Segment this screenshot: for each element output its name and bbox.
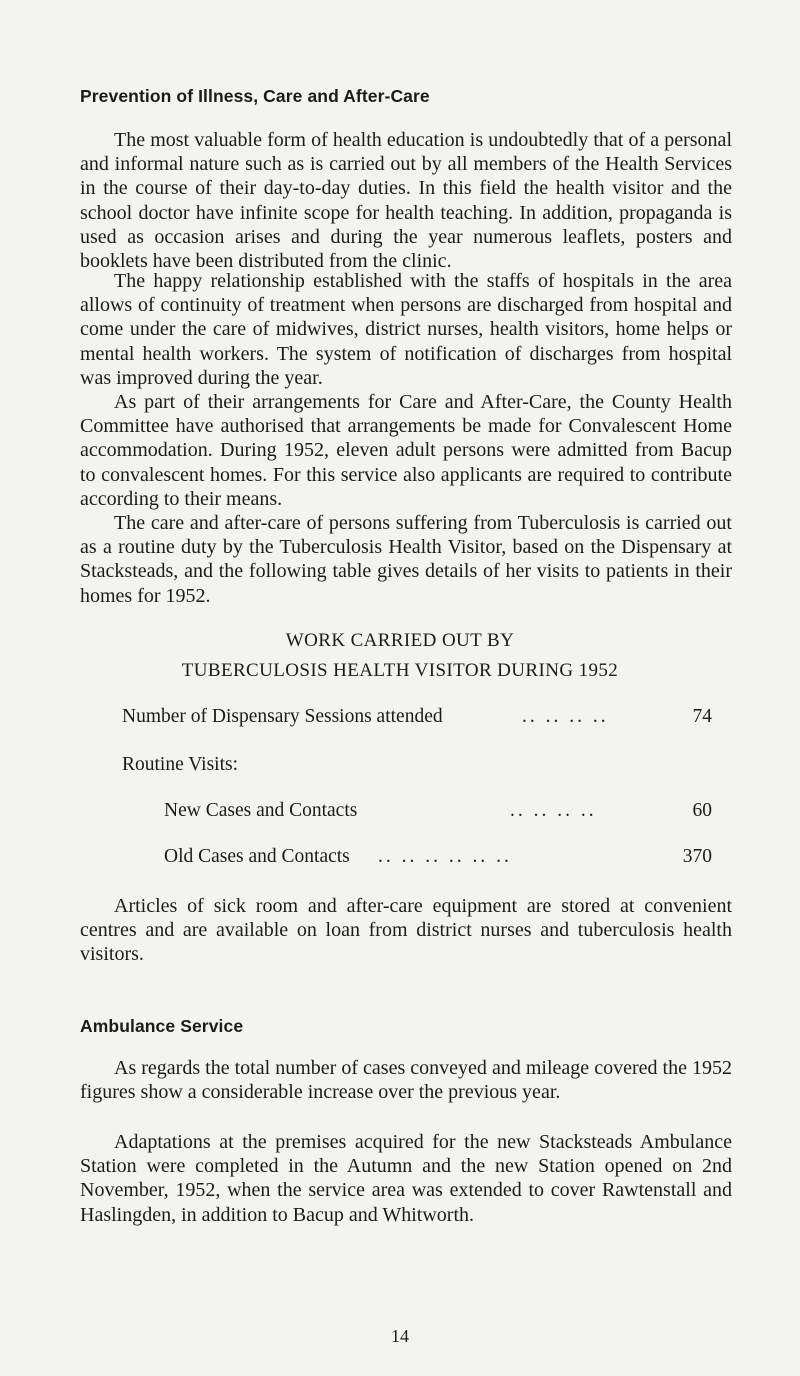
table-row-sessions [122,706,712,728]
section-heading: Prevention of Illness, Care and After-Care [80,86,430,106]
table-row-old-cases [164,846,712,868]
new-cases-label: New Cases and Contacts [164,800,358,821]
dot-leader: .. .. .. .. .. .. [378,846,512,867]
paragraph-tuberculosis-care: The care and after-care of persons suffering from Tuberculosis is carried out as a routine duty by the Tuberculosis Health Visitor, based on the Dispensary at Stacksteads, and the following table gives details of her visits to patients in their homes for 1952. [80,512,732,607]
old-cases-value: 370 [682,846,712,867]
dot-leader: .. .. .. .. [510,800,597,821]
paragraph-ambulance-station: Adaptations at the premises acquired for the new Stacksteads Ambulance Station were completed in the Autumn and the new Station opened on 2nd November, 1952, when the service area was extended to cover Rawtenstall and Haslingden, in addition to Bacup and Whitworth. [80,1131,732,1226]
new-cases-value: 60 [692,800,712,821]
sessions-label: Number of Dispensary Sessions attended [122,706,443,727]
old-cases-label: Old Cases and Contacts [164,846,350,867]
page-number: 14 [391,1326,409,1346]
ambulance-heading: Ambulance Service [80,1016,244,1036]
dot-leader: .. .. .. .. [522,706,609,727]
paragraph-convalescent-homes: As part of their arrangements for Care and After-Care, the County Health Committee have authorised that arrangements be made for Convalescent Home accommodation. During 1952, eleven adult persons were admitted from Bacup to convalescent homes. For this service also applicants are required to contribute according to their means. [80,391,732,510]
paragraph-sick-room-articles: Articles of sick room and after-care equipment are stored at convenient centres and are available on loan from district nurses and tuberculosis health visitors. [80,895,732,966]
table-row-new-cases [164,800,712,822]
paragraph-hospital-relationship: The happy relationship established with the staffs of hospitals in the area allows of continuity of treatment when persons are discharged from hospital and come under the care of midwives, district nurses, health visitors, home helps or mental health workers. The system of notification of discharges from hospital was improved during the year. [80,270,732,389]
sessions-value: 74 [692,706,712,727]
routine-visits-label: Routine Visits: [122,754,239,775]
paragraph-health-education: The most valuable form of health education is undoubtedly that of a personal and informal nature such as is carried out by all members of the Health Services in the course of their day-to-day duties. In this field the health visitor and the school doctor have infinite scope for health teaching. In addition, propaganda is used as occasion arises and during the year numerous leaflets, posters and booklets have been distributed from the clinic. [80,129,732,273]
table-title-line2: TUBERCULOSIS HEALTH VISITOR DURING 1952 [181,660,619,681]
paragraph-ambulance-cases: As regards the total number of cases conveyed and mileage covered the 1952 figures show a considerable increase over the previous year. [80,1057,732,1104]
table-title-line1: WORK CARRIED OUT BY [285,630,515,651]
